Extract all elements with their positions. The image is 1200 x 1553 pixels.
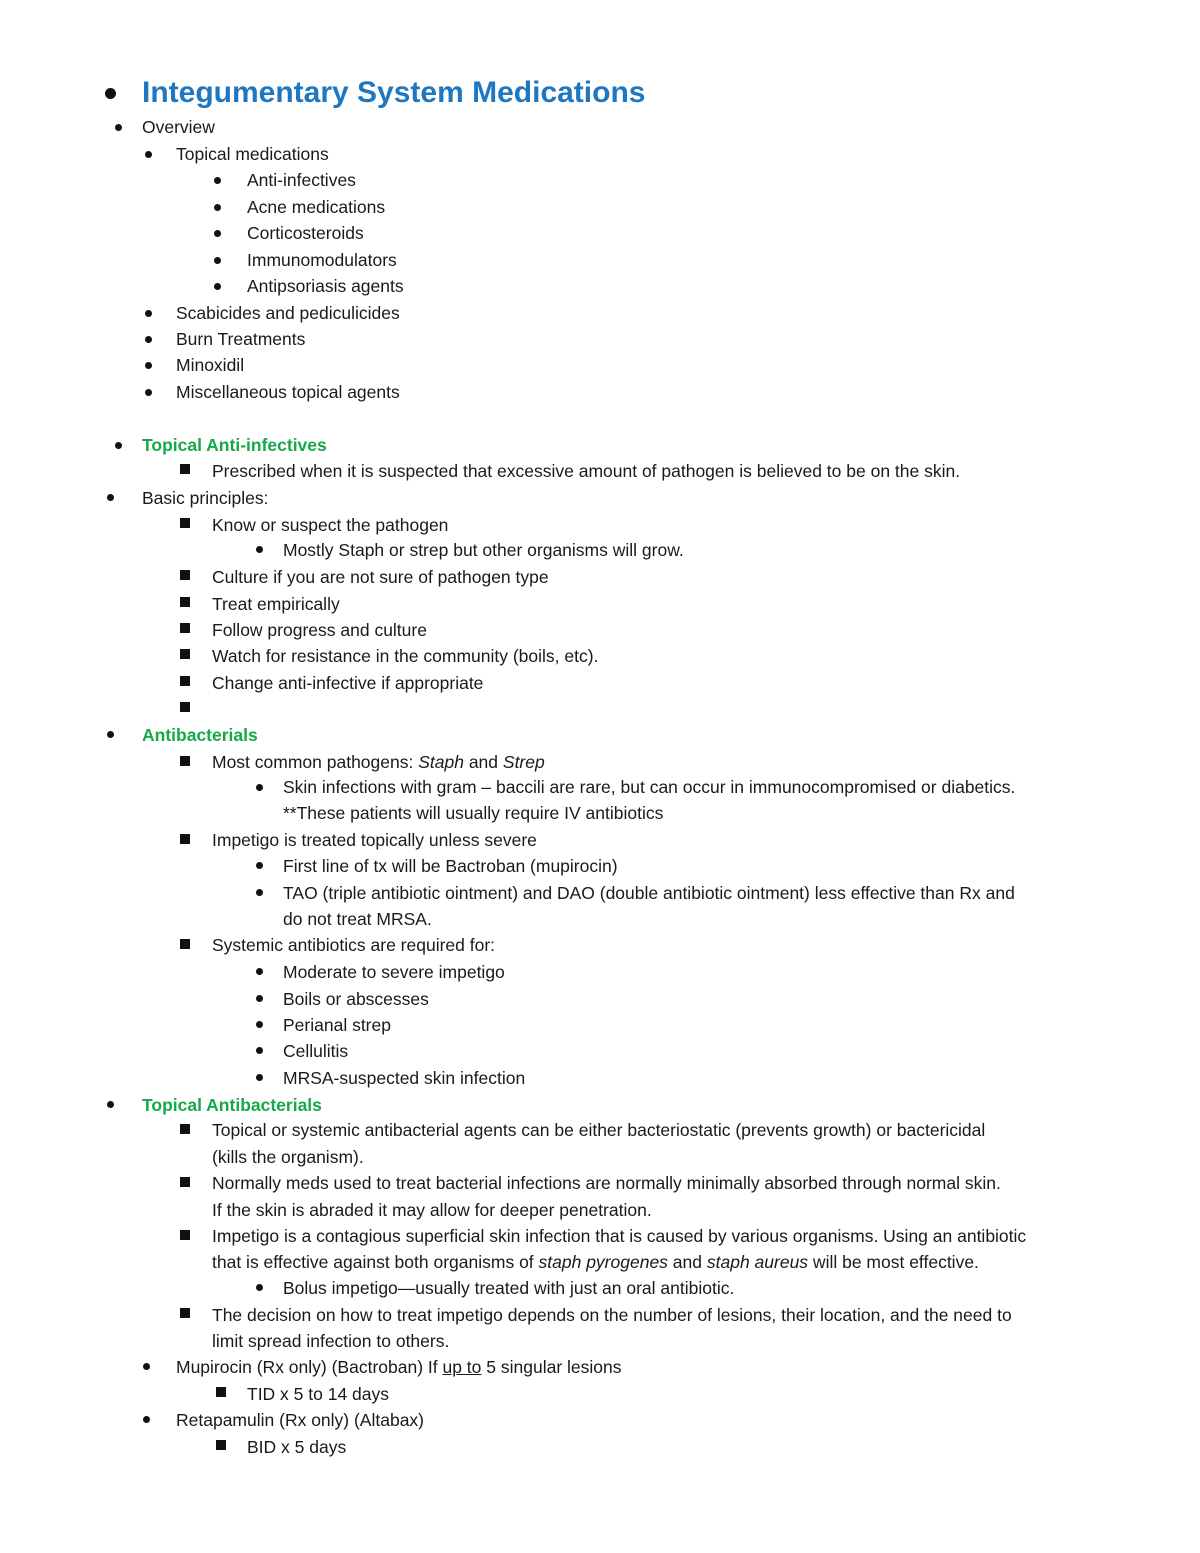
bullet-icon <box>145 310 152 317</box>
square-bullet-icon <box>180 570 190 580</box>
list-item: BID x 5 days <box>247 1437 347 1457</box>
bullet-icon <box>256 1047 263 1054</box>
list-item: Retapamulin (Rx only) (Altabax) <box>176 1410 425 1430</box>
square-bullet-icon <box>216 1440 226 1450</box>
square-bullet-icon <box>180 702 190 712</box>
list-item: Immunomodulators <box>247 250 397 270</box>
list-item: MRSA-suspected skin infection <box>283 1068 526 1088</box>
bullet-icon <box>256 784 263 791</box>
list-item: Impetigo is treated topically unless severe <box>212 830 537 850</box>
section-heading-basic-principles: Basic principles: <box>142 488 269 508</box>
section-heading-antibacterials: Antibacterials <box>142 725 258 745</box>
square-bullet-icon <box>180 939 190 949</box>
bullet-icon <box>214 257 221 264</box>
list-item-continuation: **These patients will usually require IV antibiotics <box>283 803 664 823</box>
list-item: First line of tx will be Bactroban (mupirocin) <box>283 856 618 876</box>
list-item: Moderate to severe impetigo <box>283 962 505 982</box>
bullet-icon <box>256 1021 263 1028</box>
list-item: Impetigo is a contagious superficial skin infection that is caused by various organisms. Using an antibiotic <box>212 1226 1027 1246</box>
list-item: Anti-infectives <box>247 170 356 190</box>
square-bullet-icon <box>180 1177 190 1187</box>
list-item: Bolus impetigo—usually treated with just an oral antibiotic. <box>283 1278 735 1298</box>
square-bullet-icon <box>180 623 190 633</box>
bullet-icon <box>115 124 122 131</box>
square-bullet-icon <box>180 1230 190 1240</box>
bullet-icon <box>145 336 152 343</box>
list-item: TAO (triple antibiotic ointment) and DAO (double antibiotic ointment) less effective than Rx and <box>283 883 1015 903</box>
bullet-icon <box>145 151 152 158</box>
bullet-icon <box>115 442 122 449</box>
square-bullet-icon <box>216 1387 226 1397</box>
list-item: Topical or systemic antibacterial agents can be either bacteriostatic (prevents growth) or bactericidal <box>212 1120 986 1140</box>
list-item: Culture if you are not sure of pathogen type <box>212 567 549 587</box>
list-item: Mostly Staph or strep but other organisms will grow. <box>283 540 684 560</box>
bullet-icon <box>256 995 263 1002</box>
list-item: Systemic antibiotics are required for: <box>212 935 496 955</box>
list-item-continuation: If the skin is abraded it may allow for deeper penetration. <box>212 1200 652 1220</box>
bullet-icon <box>145 362 152 369</box>
bullet-icon <box>214 177 221 184</box>
square-bullet-icon <box>180 756 190 766</box>
list-item: Know or suspect the pathogen <box>212 515 449 535</box>
bullet-icon <box>256 889 263 896</box>
page-title: Integumentary System Medications <box>142 76 646 109</box>
list-item: Follow progress and culture <box>212 620 427 640</box>
list-item: Change anti-infective if appropriate <box>212 673 484 693</box>
bullet-icon <box>107 494 114 501</box>
bullet-icon <box>256 1284 263 1291</box>
list-item: Miscellaneous topical agents <box>176 382 400 402</box>
list-item: Acne medications <box>247 197 386 217</box>
bullet-icon <box>214 283 221 290</box>
square-bullet-icon <box>180 597 190 607</box>
list-item: Most common pathogens: Staph and Strep <box>212 752 545 772</box>
list-item: The decision on how to treat impetigo depends on the number of lesions, their location, and the need to <box>212 1305 1012 1325</box>
square-bullet-icon <box>180 676 190 686</box>
list-item: Normally meds used to treat bacterial infections are normally minimally absorbed through normal skin. <box>212 1173 1001 1193</box>
list-item: Burn Treatments <box>176 329 306 349</box>
bullet-icon <box>107 1101 114 1108</box>
square-bullet-icon <box>180 1308 190 1318</box>
list-item: Watch for resistance in the community (boils, etc). <box>212 646 599 666</box>
bullet-icon <box>105 88 116 99</box>
bullet-icon <box>107 731 114 738</box>
square-bullet-icon <box>180 649 190 659</box>
list-item-continuation: (kills the organism). <box>212 1147 364 1167</box>
list-item: Boils or abscesses <box>283 989 429 1009</box>
bullet-icon <box>256 968 263 975</box>
list-item: Corticosteroids <box>247 223 364 243</box>
list-item: Skin infections with gram – baccili are rare, but can occur in immunocompromised or diabetics. <box>283 777 1016 797</box>
list-item: Antipsoriasis agents <box>247 276 404 296</box>
bullet-icon <box>214 204 221 211</box>
bullet-icon <box>256 1074 263 1081</box>
section-heading-topical-antibacterials: Topical Antibacterials <box>142 1095 322 1115</box>
bullet-icon <box>256 546 263 553</box>
section-heading-anti-infectives: Topical Anti-infectives <box>142 435 327 455</box>
list-item: Mupirocin (Rx only) (Bactroban) If up to 5 singular lesions <box>176 1357 622 1377</box>
list-item-continuation: that is effective against both organisms of staph pyrogenes and staph aureus will be most effective. <box>212 1252 979 1272</box>
list-item: TID x 5 to 14 days <box>247 1384 390 1404</box>
square-bullet-icon <box>180 1124 190 1134</box>
list-item: Scabicides and pediculicides <box>176 303 400 323</box>
bullet-icon <box>143 1416 150 1423</box>
list-item: Prescribed when it is suspected that excessive amount of pathogen is believed to be on the skin. <box>212 461 961 481</box>
bullet-icon <box>143 1363 150 1370</box>
square-bullet-icon <box>180 464 190 474</box>
list-item-continuation: limit spread infection to others. <box>212 1331 450 1351</box>
bullet-icon <box>256 862 263 869</box>
list-item: Treat empirically <box>212 594 340 614</box>
bullet-icon <box>145 389 152 396</box>
square-bullet-icon <box>180 834 190 844</box>
list-item: Cellulitis <box>283 1041 349 1061</box>
overview-label: Overview <box>142 117 215 137</box>
list-item: Minoxidil <box>176 355 245 375</box>
square-bullet-icon <box>180 518 190 528</box>
bullet-icon <box>214 230 221 237</box>
list-item: Perianal strep <box>283 1015 391 1035</box>
list-item-continuation: do not treat MRSA. <box>283 909 432 929</box>
topical-medications-label: Topical medications <box>176 144 329 164</box>
